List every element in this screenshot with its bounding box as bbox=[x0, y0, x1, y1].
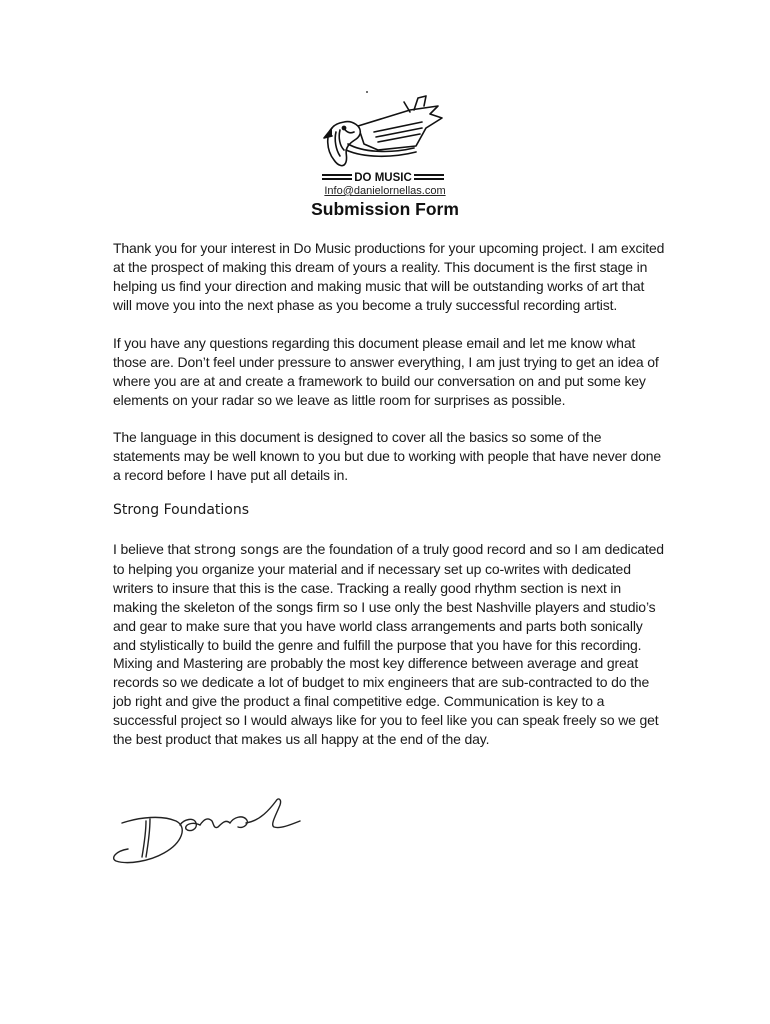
contact-email-link[interactable]: Info@danielornellas.com bbox=[324, 185, 446, 197]
page-title: Submission Form bbox=[311, 199, 459, 219]
intro-paragraph-1: Thank you for your interest in Do Music productions for your upcoming project. I am excited at the prospect of making this dream of yours a reality. This document is the first stage in helping us find your direction and making music that will be outstanding works of art that will move you into the next phase as you become a truly successful recording artist. bbox=[113, 240, 665, 313]
foundations-paragraph bbox=[113, 540, 665, 749]
section-heading-strong-foundations: Strong Foundations bbox=[113, 502, 250, 518]
intro-paragraph-2: If you have any questions regarding this document please email and let me know what those are. Don’t feel under pressure to answer everything, I am just trying to get an idea of where you are at and create a framework to build our conversation on and put some key elements on your radar so we leave as little room for surprises as possible. bbox=[113, 335, 659, 408]
intro-paragraph-3: The language in this document is designed to cover all the basics so some of the statements may be well known to you but due to working with people that have never done a record before I have put all details in. bbox=[113, 429, 662, 483]
logo-text: DO MUSIC bbox=[354, 172, 412, 184]
do-music-logo-icon bbox=[318, 88, 448, 188]
strong-songs-emphasis: strong songs bbox=[194, 542, 279, 558]
foundations-text-start: I believe that bbox=[113, 541, 195, 557]
foundations-text-rest: are the foundation of a truly good record and so I am dedicated to helping you organize your material and if necessary set up co-writes with dedicated writers to insure that this is the case. Tracking a really good rhythm section is next in making the skeleton of the songs firm so I use only the best Nashville players and studio’s and gear to make sure that you have world class arrangements and parts both sonically and stylistically to build the genre and fulfill the purpose that you have for this recording. Mixing and Mastering are probably the most key difference between average and great records so we dedicate a lot of budget to mix engineers that are sub-contracted to do the job right and give the product a final competitive edge. Communication is key to a successful project so I would always like for you to feel like you can speak freely so we get the best product that makes us all happy at the end of the day. bbox=[113, 541, 664, 748]
handwritten-signature bbox=[110, 795, 305, 870]
